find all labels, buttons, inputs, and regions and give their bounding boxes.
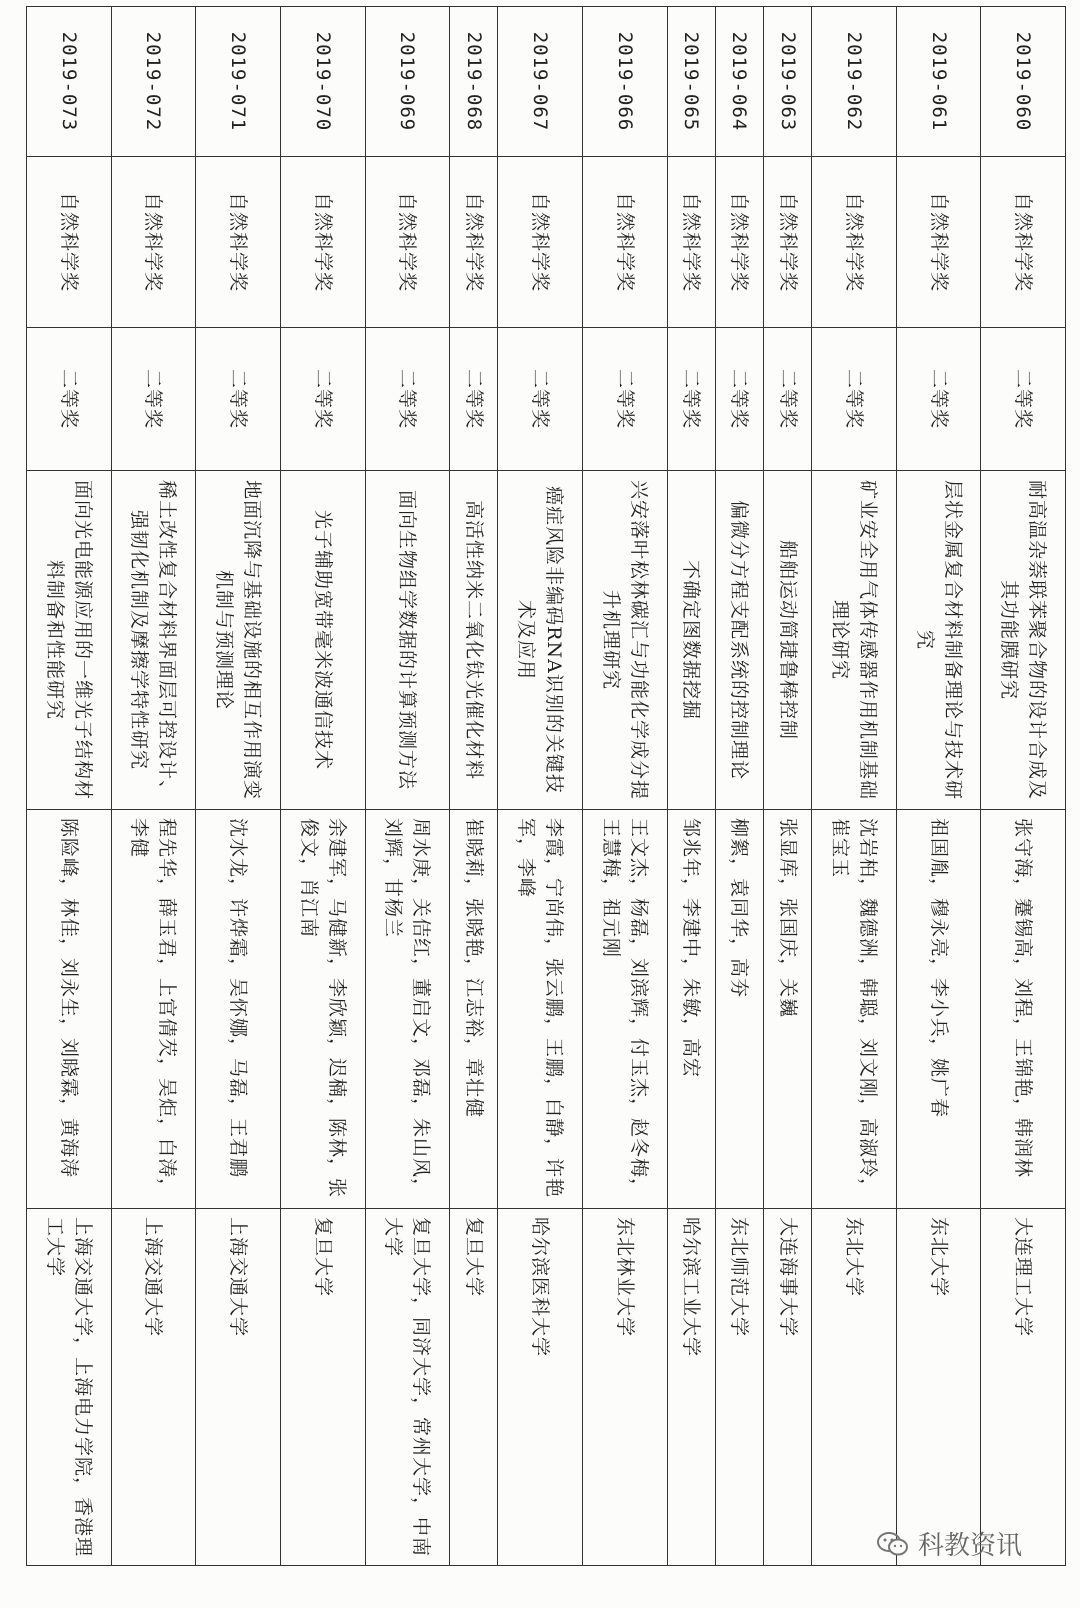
table-row [450,7,498,1566]
award-category-cell: 自然科学奖 [715,157,763,328]
table-row [763,7,811,1566]
award-category-cell: 自然科学奖 [196,157,281,328]
award-category-cell: 自然科学奖 [280,157,365,328]
contributors-cell: 程先华，薛玉君，上官倩芡，吴炬，白涛，李健 [111,810,196,1209]
award-category-cell: 自然科学奖 [498,157,583,328]
table-row [196,7,281,1566]
award-grade-cell: 二等奖 [450,328,498,471]
contributors-cell: 陈险峰，林佳，刘永生，刘晓霖，黄海涛 [27,810,112,1209]
award-grade-cell: 二等奖 [763,328,811,471]
institutions-cell: 大连理工大学 [981,1209,1066,1566]
award-grade-cell: 二等奖 [498,328,583,471]
table-row [715,7,763,1566]
project-title-cell: 高活性纳米二氧化钛光催化材料 [450,471,498,810]
table-row [498,7,583,1566]
contributors-cell: 李霞，宁尚伟，张云鹏，王鹏，白静，许艳军，李峰 [498,810,583,1209]
award-id-cell: 2019-069 [365,7,450,157]
award-id-cell: 2019-065 [667,7,715,157]
institutions-cell: 复旦大学，同济大学，常州大学，中南大学 [365,1209,450,1566]
award-category-cell: 自然科学奖 [763,157,811,328]
project-title-cell: 稀土改性复合材料界面层可控设计、强韧化机制及摩擦学特性研究 [111,471,196,810]
award-id-cell: 2019-064 [715,7,763,157]
award-id-cell: 2019-070 [280,7,365,157]
award-category-cell: 自然科学奖 [27,157,112,328]
award-grade-cell: 二等奖 [111,328,196,471]
award-category-cell: 自然科学奖 [365,157,450,328]
project-title-cell: 船舶运动简捷鲁棒控制 [763,471,811,810]
award-id-cell: 2019-072 [111,7,196,157]
table-row [896,7,981,1566]
award-id-cell: 2019-066 [582,7,667,157]
table-row [812,7,897,1566]
award-id-cell: 2019-062 [812,7,897,157]
award-category-cell: 自然科学奖 [582,157,667,328]
institutions-cell: 东北林业大学 [582,1209,667,1566]
table-row [365,7,450,1566]
table-row [27,7,112,1566]
institutions-cell: 东北师范大学 [715,1209,763,1566]
table-row [667,7,715,1566]
award-grade-cell: 二等奖 [582,328,667,471]
institutions-cell: 东北大学 [896,1209,981,1566]
table-row [981,7,1066,1566]
award-category-cell: 自然科学奖 [812,157,897,328]
project-title-cell: 癌症风险非编码RNA识别的关键技术及应用 [498,471,583,810]
award-category-cell: 自然科学奖 [111,157,196,328]
award-grade-cell: 二等奖 [812,328,897,471]
award-category-cell: 自然科学奖 [667,157,715,328]
contributors-cell: 余建军，马健新，李欣颖，迟楠，陈林，张俊文，肖江南 [280,810,365,1209]
contributors-cell: 崔晓莉，张晓艳，江志裕，章壮健 [450,810,498,1209]
award-id-cell: 2019-067 [498,7,583,157]
award-id-cell: 2019-073 [27,7,112,157]
project-title-cell: 层状金属复合材料制备理论与技术研究 [896,471,981,810]
table-row [582,7,667,1566]
wechat-icon [876,1531,910,1557]
award-category-cell: 自然科学奖 [896,157,981,328]
institutions-cell: 复旦大学 [450,1209,498,1566]
watermark-text: 科教资讯 [917,1531,1022,1561]
award-grade-cell: 二等奖 [196,328,281,471]
award-grade-cell: 二等奖 [981,328,1066,471]
award-grade-cell: 二等奖 [896,328,981,471]
project-title-cell: 偏微分方程支配系统的控制理论 [715,471,763,810]
award-grade-cell: 二等奖 [280,328,365,471]
award-id-cell: 2019-061 [896,7,981,157]
project-title-cell: 面向光电能源应用的一维光子结构材料制备和性能研究 [27,471,112,810]
contributors-cell: 张显库，张国庆，关巍 [763,810,811,1209]
project-title-cell: 不确定图数据挖掘 [667,471,715,810]
institutions-cell: 东北大学 [812,1209,897,1566]
contributors-cell: 王文杰，杨磊，刘滨辉，付玉杰，赵冬梅，王慧梅，祖元刚 [582,810,667,1209]
contributors-cell: 张守海，蹇锡高，刘程，王锦艳，韩润林 [981,810,1066,1209]
project-title-cell: 面向生物组学数据的计算预测方法 [365,471,450,810]
contributors-cell: 周水庚，关佶红，董启文，邓磊，朱山风，刘辉，甘杨兰 [365,810,450,1209]
award-grade-cell: 二等奖 [715,328,763,471]
contributors-cell: 柳絮，袁同华，高夯 [715,810,763,1209]
award-grade-cell: 二等奖 [27,328,112,471]
project-title-cell: 耐高温杂萘联苯聚合物的设计合成及其功能膜研究 [981,471,1066,810]
project-title-cell: 矿业安全用气体传感器作用机制基础理论研究 [812,471,897,810]
institutions-cell: 上海交通大学，上海电力学院，香港理工大学 [27,1209,112,1566]
table-row [280,7,365,1566]
project-title-cell: 光子辅助宽带毫米波通信技术 [280,471,365,810]
award-id-cell: 2019-063 [763,7,811,157]
award-grade-cell: 二等奖 [667,328,715,471]
award-table [26,6,1066,1566]
contributors-cell: 沈岩柏，魏德洲，韩聪，刘文刚，高淑玲，崔宝玉 [812,810,897,1209]
table-row [111,7,196,1566]
contributors-cell: 沈水龙，许烨霜，吴怀娜，马磊，王君鹏 [196,810,281,1209]
contributors-cell: 祖国胤，穆永亮，李小兵，姚广春 [896,810,981,1209]
project-title-cell: 兴安落叶松林碳汇与功能化学成分提升机理研究 [582,471,667,810]
award-category-cell: 自然科学奖 [981,157,1066,328]
contributors-cell: 邹兆年，李建中，朱敏，高宏 [667,810,715,1209]
award-id-cell: 2019-060 [981,7,1066,157]
institutions-cell: 哈尔滨医科大学 [498,1209,583,1566]
watermark [876,1525,1022,1562]
award-grade-cell: 二等奖 [365,328,450,471]
award-category-cell: 自然科学奖 [450,157,498,328]
institutions-cell: 大连海事大学 [763,1209,811,1566]
award-id-cell: 2019-071 [196,7,281,157]
institutions-cell: 上海交通大学 [111,1209,196,1566]
institutions-cell: 复旦大学 [280,1209,365,1566]
institutions-cell: 上海交通大学 [196,1209,281,1566]
award-id-cell: 2019-068 [450,7,498,157]
project-title-cell: 地面沉降与基础设施的相互作用演变机制与预测理论 [196,471,281,810]
institutions-cell: 哈尔滨工业大学 [667,1209,715,1566]
